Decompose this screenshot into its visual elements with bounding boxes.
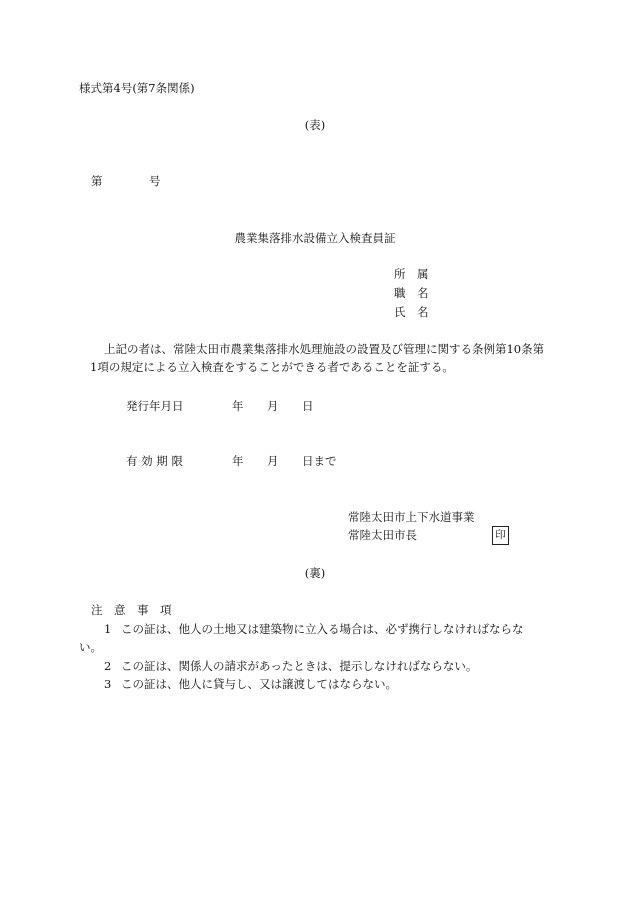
note-3-text: この証は、他人に貸与し、又は譲渡してはならない。 (121, 677, 397, 691)
form-number: 様式第4号(第7条関係) (79, 81, 195, 95)
validity-label: 有 効 期 限 (126, 454, 183, 468)
back-label: (裏) (304, 566, 326, 580)
note-1-text: この証は、他人の土地又は建築物に立入る場合は、必ず携行しなければならな (121, 622, 524, 636)
field-affiliation-label: 所 属 (394, 267, 429, 281)
issue-date-day: 日 (302, 399, 314, 413)
validity-day: 日まで (302, 454, 337, 468)
field-name-label: 氏 名 (394, 305, 429, 319)
note-3-number: 3 (104, 677, 112, 691)
field-position-label: 職 名 (394, 286, 429, 300)
validity-year: 年 (232, 454, 244, 468)
issuer-title: 常陸太田市長 (348, 528, 417, 542)
official-seal: 印 (492, 526, 509, 545)
issue-date-year: 年 (232, 399, 244, 413)
front-label: (表) (304, 118, 326, 132)
note-2-text: この証は、関係人の請求があったときは、提示しなければならない。 (121, 659, 478, 673)
number-prefix: 第 (91, 174, 103, 188)
issuer-organization: 常陸太田市上下水道事業 (348, 510, 475, 524)
body-text-line-1: 上記の者は、常陸太田市農業集落排水処理施設の設置及び管理に関する条例第10条第 (104, 342, 545, 356)
issue-date-month: 月 (267, 399, 279, 413)
body-text-line-2: 1項の規定による立入検査をすることができる者であることを証する。 (90, 360, 454, 374)
issue-date-label: 発行年月日 (126, 399, 184, 413)
document-title: 農業集落排水設備立入検査員証 (234, 231, 396, 245)
note-2-number: 2 (104, 659, 112, 673)
note-1-number: 1 (104, 622, 112, 636)
notes-heading: 注 意 事 項 (91, 603, 172, 617)
note-1-continuation: い。 (79, 640, 102, 654)
number-suffix: 号 (149, 174, 161, 188)
validity-month: 月 (267, 454, 279, 468)
